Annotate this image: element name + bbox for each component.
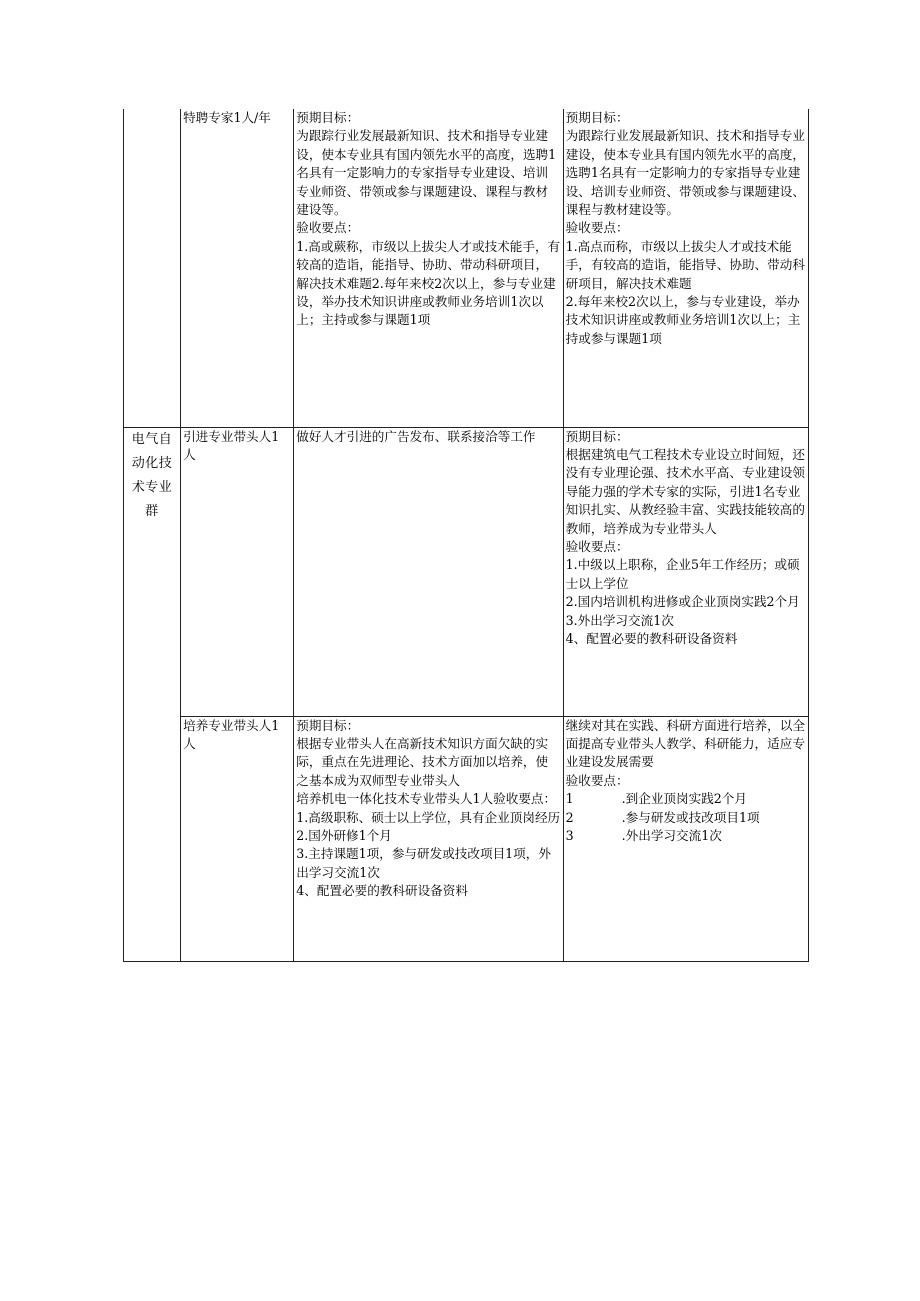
item-label: 特聘专家1人/年	[183, 110, 271, 125]
list-text: .到企业顶岗实践2个月	[621, 791, 747, 807]
text-line: 预期目标：	[296, 717, 360, 733]
list-number: 2	[565, 809, 574, 825]
target-plan-cell	[563, 716, 808, 961]
list-number: 3	[565, 827, 574, 843]
list-item	[566, 790, 806, 808]
text-line: 4、配置必要的教科研设备资料	[565, 630, 738, 646]
text-line: 预期目标：	[565, 110, 629, 125]
text-line: 预期目标：	[565, 428, 629, 444]
list-text: .参与研发或技改项目1项	[621, 809, 760, 825]
text-line: 2.每年来校2次以上，参与专业建设，举办技术知识讲座或教师业务培训1次以上；主持或参与课题1项	[565, 294, 801, 346]
text-line: 2.国内培训机构进修或企业顶岗实践2个月	[565, 594, 800, 610]
group-cell	[124, 109, 181, 427]
text-line: 1.中级以上职称，企业5年工作经历；或硕士以上学位	[565, 557, 800, 591]
group-cell	[124, 427, 181, 961]
text-line: 为跟踪行业发展最新知识、技术和指导专业建设，使本专业具有国内领先水平的高度，选聘1名具有一定影响力的专家指导专业建设、培训专业师资、带领或参与课题建设、课程与教材建设等。	[565, 128, 805, 218]
text-line: 验收要点：	[565, 772, 629, 788]
table-row	[124, 109, 809, 427]
list-number: 1	[565, 791, 574, 807]
text-line: 3.主持课题1项，参与研发或技改项目1项，外出学习交流1次	[296, 846, 551, 880]
current-plan-cell	[294, 109, 563, 427]
text-line: 2.国外研修1个月	[296, 827, 392, 843]
text-line: 根据建筑电气工程技术专业设立时间短，还没有专业理论强、技术水平高、专业建设领导能力强的学术专家的实际，引进1名专业知识扎实、从教经验丰富、实践技能较高的教师，培养成为专业带头人	[565, 446, 805, 536]
text-line: 为跟踪行业发展最新知识、技术和指导专业建设，使本专业具有国内领先水平的高度，选聘1名具有一定影响力的专家指导专业建设、培训专业师资、带领或参与课题建设、课程与教材建设等。	[296, 128, 557, 218]
text-line: 1.高级职称、硕士以上学位，具有企业顶岗经历	[296, 809, 561, 825]
table-row	[124, 427, 809, 716]
plan-table	[123, 109, 809, 962]
target-plan-cell	[563, 109, 808, 427]
text-line: 培养机电一体化技术专业带头人1人验收要点：	[296, 791, 557, 807]
item-cell	[181, 109, 294, 427]
text-line: 验收要点：	[296, 220, 360, 236]
item-label: 引进专业带头人1人	[183, 428, 280, 462]
item-cell	[181, 716, 294, 961]
text-line: 1.高或蕨称，市级以上拔尖人才或技术能手，有较高的造诣，能指导、协助、带动科研项目，解决技术难题2.每年来校2次以上，参与专业建设，举办技术知识讲座或教师业务培训1次以上；主持或参与课题1项	[296, 238, 561, 328]
table-row	[124, 716, 809, 961]
current-plan-cell	[294, 716, 563, 961]
item-cell	[181, 427, 294, 716]
text-line: 预期目标：	[296, 110, 360, 125]
list-text: .外出学习交流1次	[621, 827, 722, 843]
text-line: 3.外出学习交流1次	[565, 612, 674, 628]
target-plan-cell	[563, 427, 808, 716]
text-line: 做好人才引进的广告发布、联系接洽等工作	[296, 428, 536, 444]
text-line: 4、配置必要的教科研设备资料	[296, 883, 468, 899]
list-item	[566, 809, 806, 827]
text-line: 验收要点：	[565, 538, 629, 554]
group-label: 电气自动化技术专业群	[131, 431, 173, 519]
text-line: 1.高点而称，市级以上拔尖人才或技术能手，有较高的造诣，能指导、协助、带动科研项目，解决技术难题	[565, 238, 805, 291]
item-label: 培养专业带头人1人	[183, 717, 280, 751]
text-line: 验收要点：	[565, 220, 629, 236]
current-plan-cell	[294, 427, 563, 716]
text-line: 根据专业带头人在高新技术知识方面欠缺的实际，重点在先进理论、技术方面加以培养，使之基本成为双师型专业带头人	[296, 735, 549, 788]
text-line: 继续对其在实践、科研方面进行培养，以全面提高专业带头人教学、科研能力，适应专业建设发展需要	[565, 717, 805, 770]
list-item	[566, 827, 806, 845]
